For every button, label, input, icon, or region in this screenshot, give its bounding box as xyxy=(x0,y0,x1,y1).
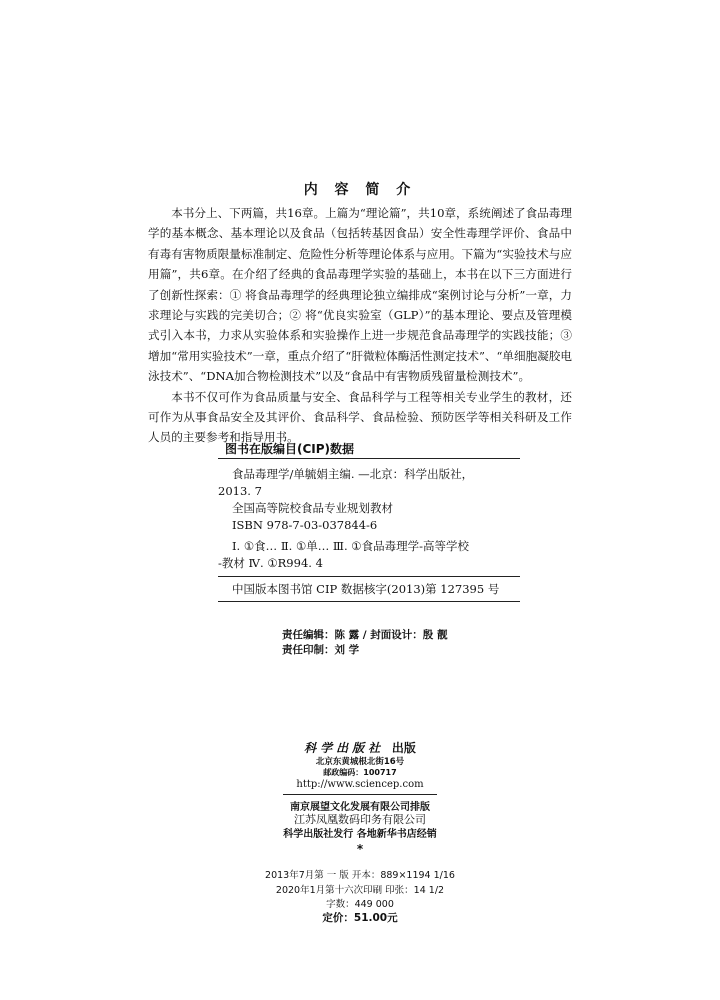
summary-title: 内 容 简 介 xyxy=(303,182,417,198)
cip-bottom-rule xyxy=(218,601,520,602)
cip-line-date: 2013. 7 xyxy=(218,484,262,498)
cip-line-classification: -教材 Ⅳ. ①R994. 4 xyxy=(218,556,323,570)
publisher-logo: 科学出版社 xyxy=(304,741,385,755)
credits xyxy=(282,628,447,658)
distribution: 科学出版社发行 各地新华书店经销 xyxy=(283,829,437,840)
cip-line-subject: Ⅰ. ①食… Ⅱ. ①单… Ⅲ. ①食品毒理学-高等学校 xyxy=(232,539,470,553)
typesetter: 南京展望文化发展有限公司排版 xyxy=(290,802,430,813)
printing-info: 2020年1月第十六次印刷 印张：14 1/2 xyxy=(275,885,445,896)
cip-line-isbn: ISBN 978-7-03-037844-6 xyxy=(232,518,378,532)
summary-paragraph-2: 本书不仅可作为食品质量与安全、食品科学与工程等相关专业学生的教材，还可作为从事食品安全及其评价、食品科学、食品检验、预防医学等相关科研及工作人员的主要参考和指导用书。 xyxy=(148,389,572,445)
publisher-website: http://www.sciencep.com xyxy=(296,779,424,790)
cip-mid-rule xyxy=(218,576,520,577)
edition-info: 2013年7月第 一 版 开本：889×1194 1/16 xyxy=(265,870,455,881)
credits-print-manager: 责任印制：刘 学 xyxy=(282,644,360,656)
publisher-suffix: 出版 xyxy=(391,741,416,755)
cip-title: 图书在版编目(CIP)数据 xyxy=(225,442,355,456)
cip-line-title: 食品毒理学/单毓娟主编. —北京：科学出版社， xyxy=(232,467,474,481)
separator-star: * xyxy=(356,842,364,856)
cip-line-record-number: 中国版本图书馆 CIP 数据核字(2013)第 127395 号 xyxy=(232,582,500,596)
publisher-address: 北京东黄城根北街16号 xyxy=(315,757,405,767)
price: 定价：51.00元 xyxy=(322,912,398,924)
cip-top-rule xyxy=(218,458,520,459)
publisher-postcode: 邮政编码：100717 xyxy=(323,768,397,777)
cip-line-series: 全国高等院校食品专业规划教材 xyxy=(232,501,393,515)
credits-editor-designer: 责任编辑：陈 露 / 封面设计：殷 靓 xyxy=(282,629,448,641)
summary-text xyxy=(148,203,572,448)
word-count: 字数：449 000 xyxy=(326,899,394,910)
publisher-line xyxy=(180,739,540,756)
summary-paragraph-1: 本书分上、下两篇，共16章。上篇为“理论篇”，共10章，系统阐述了食品毒理学的基本概念、基本理论以及食品（包括转基因食品）安全性毒理学评价、食品中有毒有害物质限量标准制定、危险性分析等理论体系与应用。下篇为“实验技术与应用篇”，共6章。在介绍了经典的食品毒理学实验的基础上，本书在以下三方面进行了创新性探索：① 将食品毒理学的经典理论独立编排成“案例讨论与分析”一章，力求理论与实践的完美切合；② 将“优良实验室（GLP）”的基本理论、要点及管理模式引入本书，力求从实验体系和实验操作上进一步规范食品毒理学的实践技能；③ 增加“常用实验技术”一章，重点介绍了“肝微粒体酶活性测定技术”、“单细胞凝胶电泳技术”、“DNA加合物检测技术”以及“食品中有害物质残留量检测技术”。 xyxy=(148,206,572,384)
imprint-rule xyxy=(283,794,437,795)
printer: 江苏凤凰数码印务有限公司 xyxy=(294,813,426,826)
